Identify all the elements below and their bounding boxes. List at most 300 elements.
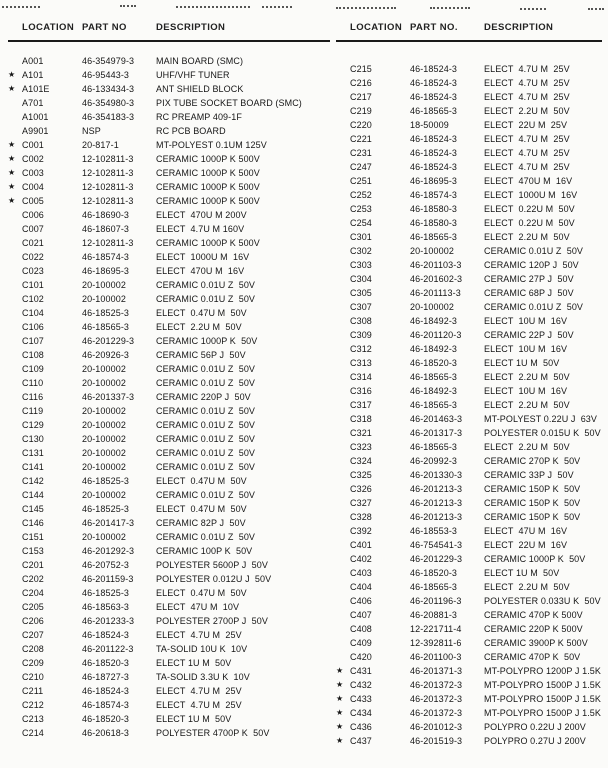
- safety-star-icon: [8, 376, 22, 390]
- row-description: MT-POLYPRO 1200P J 1.5K: [484, 666, 602, 676]
- safety-star-icon: [336, 132, 350, 146]
- table-row: [8, 124, 330, 138]
- row-location: C005: [22, 196, 44, 206]
- row-description: PIX TUBE SOCKET BOARD (SMC): [156, 98, 302, 108]
- row-location: C145: [22, 504, 44, 514]
- safety-star-icon: [336, 538, 350, 552]
- row-part-no: 12-102811-3: [82, 196, 134, 206]
- row-location: C317: [350, 400, 372, 410]
- row-description: POLYESTER 0.015U K 50V: [484, 428, 601, 438]
- row-location: C021: [22, 238, 44, 248]
- table-row: [336, 440, 602, 454]
- row-description: MAIN BOARD (SMC): [156, 56, 244, 66]
- scan-artifact-dashes: [120, 5, 136, 7]
- row-part-no: 18-50009: [410, 120, 449, 130]
- safety-star-icon: [8, 250, 22, 264]
- table-row: [336, 622, 602, 636]
- row-location: C213: [22, 714, 44, 724]
- safety-star-icon: [336, 594, 350, 608]
- safety-star-icon: [336, 566, 350, 580]
- row-part-no: 46-18492-3: [410, 386, 458, 396]
- row-location: C219: [350, 106, 372, 116]
- row-description: CERAMIC 0.01U Z 50V: [156, 532, 256, 542]
- safety-star-icon: [336, 342, 350, 356]
- row-description: CERAMIC 150P K 50V: [484, 512, 581, 522]
- safety-star-icon: [336, 118, 350, 132]
- row-location: C433: [350, 694, 372, 704]
- safety-star-icon: ★: [336, 722, 344, 731]
- row-description: POLYPRO 0.27U J 200V: [484, 736, 586, 746]
- header-description: DESCRIPTION: [156, 22, 226, 33]
- table-header-row: [336, 22, 602, 42]
- row-location: C305: [350, 288, 372, 298]
- safety-star-icon: [336, 496, 350, 510]
- safety-star-icon: [336, 174, 350, 188]
- row-description: CERAMIC 470P K 500V: [484, 610, 583, 620]
- table-row: [336, 510, 602, 524]
- row-part-no: 46-354980-3: [82, 98, 135, 108]
- safety-star-icon: [8, 96, 22, 110]
- row-location: C217: [350, 92, 372, 102]
- table-row: [8, 516, 330, 530]
- row-part-no: 46-18563-3: [82, 602, 130, 612]
- row-location: A701: [22, 98, 44, 108]
- table-row: [336, 76, 602, 90]
- row-description: ELECT 470U M 16V: [156, 266, 245, 276]
- row-description: ELECT 2.2U M 50V: [484, 372, 570, 382]
- row-location: C004: [22, 182, 44, 192]
- table-row: [336, 468, 602, 482]
- row-description: CERAMIC 0.01U Z 50V: [156, 420, 256, 430]
- row-location: C318: [350, 414, 372, 424]
- row-part-no: 20-817-1: [82, 140, 119, 150]
- row-description: ELECT 10U M 16V: [484, 386, 568, 396]
- row-location: C401: [350, 540, 372, 550]
- row-part-no: 46-18565-3: [410, 400, 458, 410]
- table-row: [8, 362, 330, 376]
- table-row: [336, 230, 602, 244]
- row-description: ELECT 470U M 16V: [484, 176, 573, 186]
- safety-star-icon: [8, 530, 22, 544]
- safety-star-icon: [336, 314, 350, 328]
- table-row: [8, 334, 330, 348]
- row-location: C247: [350, 162, 372, 172]
- row-part-no: 12-102811-3: [82, 154, 134, 164]
- header-part-no: PART NO.: [410, 22, 458, 33]
- table-row: [8, 614, 330, 628]
- safety-star-icon: [8, 684, 22, 698]
- row-location: C326: [350, 484, 372, 494]
- row-location: C142: [22, 476, 44, 486]
- table-row: [336, 566, 602, 580]
- row-location: C434: [350, 708, 372, 718]
- table-row: [336, 146, 602, 160]
- row-description: ELECT 1000U M 16V: [156, 252, 250, 262]
- table-row: [8, 236, 330, 250]
- table-row: [8, 180, 330, 194]
- row-location: C210: [22, 672, 44, 682]
- table-row: [8, 404, 330, 418]
- safety-star-icon: [8, 264, 22, 278]
- row-part-no: 20-100002: [82, 434, 126, 444]
- row-description: ELECT 4.7U M 25V: [484, 78, 570, 88]
- row-part-no: 46-18574-3: [82, 700, 130, 710]
- row-description: ELECT 2.2U M 50V: [484, 582, 570, 592]
- row-description: CERAMIC 68P J 50V: [484, 288, 574, 298]
- table-row: [8, 446, 330, 460]
- row-description: ELECT 4.7U M 25V: [484, 162, 570, 172]
- row-description: ELECT 47U M 16V: [484, 526, 568, 536]
- table-row: [336, 258, 602, 272]
- safety-star-icon: [336, 356, 350, 370]
- table-row: [8, 656, 330, 670]
- row-location: C253: [350, 204, 372, 214]
- row-part-no: 46-18524-3: [410, 148, 458, 158]
- table-row: [336, 174, 602, 188]
- row-location: C307: [350, 302, 372, 312]
- row-part-no: 20-100002: [410, 302, 454, 312]
- row-description: ELECT 1U M 50V: [156, 714, 232, 724]
- safety-star-icon: [336, 636, 350, 650]
- row-description: CERAMIC 1000P K 500V: [156, 238, 260, 248]
- table-row: [8, 306, 330, 320]
- row-location: C437: [350, 736, 372, 746]
- row-description: CERAMIC 150P K 50V: [484, 498, 581, 508]
- safety-star-icon: [8, 726, 22, 740]
- safety-star-icon: [336, 258, 350, 272]
- row-part-no: 46-201113-3: [410, 288, 461, 298]
- table-row: [8, 82, 330, 96]
- table-row: [336, 342, 602, 356]
- row-description: CERAMIC 1000P K 500V: [156, 168, 260, 178]
- safety-star-icon: [8, 348, 22, 362]
- row-location: C101: [22, 280, 44, 290]
- row-location: C324: [350, 456, 372, 466]
- row-location: C130: [22, 434, 44, 444]
- safety-star-icon: [336, 188, 350, 202]
- row-description: CERAMIC 0.01U Z 50V: [156, 448, 256, 458]
- row-part-no: 20-100002: [82, 490, 126, 500]
- table-row: [336, 734, 602, 748]
- row-part-no: 46-201213-3: [410, 498, 463, 508]
- safety-star-icon: [8, 320, 22, 334]
- row-description: MT-POLYPRO 1500P J 1.5K: [484, 680, 602, 690]
- row-part-no: 46-201330-3: [410, 470, 463, 480]
- safety-star-icon: [336, 482, 350, 496]
- scan-artifact-dashes: [588, 8, 604, 10]
- safety-star-icon: [8, 54, 22, 68]
- row-part-no: 20-100002: [82, 448, 126, 458]
- row-location: C308: [350, 316, 372, 326]
- row-description: CERAMIC 82P J 50V: [156, 518, 246, 528]
- row-description: ELECT 4.7U M 25V: [156, 630, 242, 640]
- table-row: [8, 376, 330, 390]
- row-description: CERAMIC 220P K 500V: [484, 624, 583, 634]
- table-row: [8, 586, 330, 600]
- safety-star-icon: [8, 446, 22, 460]
- row-part-no: 46-201012-3: [410, 722, 463, 732]
- safety-star-icon: [336, 454, 350, 468]
- safety-star-icon: [336, 90, 350, 104]
- row-description: ELECT 2.2U M 50V: [156, 322, 242, 332]
- safety-star-icon: [8, 670, 22, 684]
- row-description: ELECT 2.2U M 50V: [484, 232, 570, 242]
- header-part-no: PART NO: [82, 22, 127, 33]
- safety-star-icon: [8, 432, 22, 446]
- row-description: POLYESTER 0.033U K 50V: [484, 596, 601, 606]
- table-row: [336, 692, 602, 706]
- safety-star-icon: [8, 390, 22, 404]
- row-location: C436: [350, 722, 372, 732]
- row-description: CERAMIC 0.01U Z 50V: [156, 490, 256, 500]
- table-row: [336, 244, 602, 258]
- row-part-no: 20-100002: [82, 378, 126, 388]
- safety-star-icon: [336, 216, 350, 230]
- safety-star-icon: [8, 614, 22, 628]
- row-part-no: 46-201371-3: [410, 666, 463, 676]
- table-row: [336, 706, 602, 720]
- row-location: C151: [22, 532, 44, 542]
- table-row: [336, 664, 602, 678]
- row-description: CERAMIC 27P J 50V: [484, 274, 574, 284]
- row-part-no: 46-18524-3: [82, 686, 130, 696]
- parts-table-left: [8, 22, 330, 740]
- row-location: C215: [350, 64, 372, 74]
- table-row: [336, 538, 602, 552]
- row-description: CERAMIC 0.01U Z 50V: [156, 434, 256, 444]
- row-description: ELECT 470U M 200V: [156, 210, 247, 220]
- row-part-no: 46-18520-3: [410, 358, 458, 368]
- row-part-no: NSP: [82, 126, 101, 136]
- row-description: TA-SOLID 10U K 10V: [156, 644, 248, 654]
- row-description: ELECT 4.7U M 25V: [484, 148, 570, 158]
- row-location: C107: [22, 336, 44, 346]
- row-location: C309: [350, 330, 372, 340]
- safety-star-icon: [336, 272, 350, 286]
- row-description: ELECT 2.2U M 50V: [484, 442, 570, 452]
- row-part-no: 46-201213-3: [410, 512, 463, 522]
- safety-star-icon: ★: [8, 182, 16, 191]
- table-row: [8, 138, 330, 152]
- row-part-no: 46-201103-3: [410, 260, 462, 270]
- row-description: ELECT 4.7U M 25V: [484, 134, 570, 144]
- row-part-no: 12-221711-4: [410, 624, 462, 634]
- table-row: [336, 594, 602, 608]
- row-location: C402: [350, 554, 372, 564]
- row-location: C109: [22, 364, 44, 374]
- row-part-no: 46-18727-3: [82, 672, 130, 682]
- safety-star-icon: [336, 384, 350, 398]
- table-row: [336, 62, 602, 76]
- row-part-no: 46-18525-3: [82, 504, 130, 514]
- safety-star-icon: [336, 580, 350, 594]
- row-location: C302: [350, 246, 372, 256]
- table-row: [336, 314, 602, 328]
- row-location: C327: [350, 498, 372, 508]
- row-location: C432: [350, 680, 372, 690]
- row-part-no: 20-100002: [82, 280, 126, 290]
- row-location: C407: [350, 610, 372, 620]
- table-row: [8, 250, 330, 264]
- safety-star-icon: [336, 622, 350, 636]
- row-location: C001: [22, 140, 44, 150]
- safety-star-icon: [8, 334, 22, 348]
- header-description: DESCRIPTION: [484, 22, 554, 33]
- row-description: CERAMIC 22P J 50V: [484, 330, 574, 340]
- row-location: C254: [350, 218, 372, 228]
- safety-star-icon: [8, 572, 22, 586]
- row-location: C205: [22, 602, 44, 612]
- row-part-no: 46-18565-3: [82, 322, 130, 332]
- row-location: C002: [22, 154, 44, 164]
- row-description: CERAMIC 100P K 50V: [156, 546, 253, 556]
- row-location: C022: [22, 252, 44, 262]
- row-part-no: 46-18565-3: [410, 372, 458, 382]
- row-location: C216: [350, 78, 372, 88]
- table-row: [8, 502, 330, 516]
- parts-table-right: [336, 22, 602, 748]
- table-row: [8, 670, 330, 684]
- row-location: C221: [350, 134, 372, 144]
- row-location: C153: [22, 546, 44, 556]
- safety-star-icon: [8, 516, 22, 530]
- table-row: [8, 544, 330, 558]
- row-description: CERAMIC 0.01U Z 50V: [156, 280, 256, 290]
- row-part-no: 46-18580-3: [410, 218, 458, 228]
- row-part-no: 20-100002: [82, 532, 126, 542]
- row-part-no: 46-18524-3: [410, 64, 458, 74]
- row-description: ELECT 1U M 50V: [484, 568, 560, 578]
- safety-star-icon: [8, 712, 22, 726]
- row-description: ELECT 1U M 50V: [156, 658, 232, 668]
- row-description: ELECT 4.7U M 25V: [156, 700, 242, 710]
- row-location: C102: [22, 294, 44, 304]
- scan-artifact-dashes: [336, 7, 396, 9]
- row-location: C314: [350, 372, 372, 382]
- row-part-no: 46-201229-3: [82, 336, 135, 346]
- safety-star-icon: [8, 502, 22, 516]
- row-location: C108: [22, 350, 44, 360]
- table-row: [336, 300, 602, 314]
- row-part-no: 46-201337-3: [82, 392, 135, 402]
- row-location: C208: [22, 644, 44, 654]
- table-row: [336, 608, 602, 622]
- row-part-no: 20-100002: [82, 420, 126, 430]
- row-part-no: 46-18492-3: [410, 344, 458, 354]
- table-row: [8, 628, 330, 642]
- row-description: CERAMIC 0.01U Z 50V: [484, 246, 584, 256]
- safety-star-icon: [8, 698, 22, 712]
- table-row: [8, 264, 330, 278]
- row-location: C231: [350, 148, 372, 158]
- row-description: POLYPRO 0.22U J 200V: [484, 722, 586, 732]
- row-part-no: 46-18524-3: [410, 92, 458, 102]
- table-row: [8, 110, 330, 124]
- row-description: POLYESTER 0.012U J 50V: [156, 574, 272, 584]
- row-location: C251: [350, 176, 372, 186]
- row-description: CERAMIC 33P J 50V: [484, 470, 574, 480]
- table-row: [8, 642, 330, 656]
- row-part-no: 46-18690-3: [82, 210, 130, 220]
- table-row: [336, 90, 602, 104]
- row-part-no: 12-102811-3: [82, 168, 134, 178]
- row-part-no: 46-18574-3: [410, 190, 458, 200]
- row-part-no: 12-392811-6: [410, 638, 462, 648]
- safety-star-icon: [8, 306, 22, 320]
- safety-star-icon: [336, 468, 350, 482]
- safety-star-icon: [8, 110, 22, 124]
- row-part-no: 12-102811-3: [82, 182, 134, 192]
- safety-star-icon: [336, 412, 350, 426]
- table-row: [8, 194, 330, 208]
- safety-star-icon: ★: [8, 196, 16, 205]
- row-description: ELECT 4.7U M 160V: [156, 224, 245, 234]
- table-row: [336, 370, 602, 384]
- row-description: ELECT 47U M 10V: [156, 602, 240, 612]
- row-part-no: 46-18565-3: [410, 232, 458, 242]
- row-description: ELECT 1U M 50V: [484, 358, 560, 368]
- row-location: A1001: [22, 112, 49, 122]
- row-location: C206: [22, 616, 44, 626]
- row-part-no: 46-754541-3: [410, 540, 463, 550]
- safety-star-icon: ★: [336, 694, 344, 703]
- safety-star-icon: [8, 544, 22, 558]
- row-part-no: 46-18565-3: [410, 442, 458, 452]
- row-location: C146: [22, 518, 44, 528]
- safety-star-icon: [336, 300, 350, 314]
- row-description: ELECT 0.47U M 50V: [156, 308, 247, 318]
- row-description: ELECT 4.7U M 25V: [484, 92, 570, 102]
- safety-star-icon: ★: [8, 154, 16, 163]
- row-location: C007: [22, 224, 44, 234]
- table-row: [8, 96, 330, 110]
- row-location: C404: [350, 582, 372, 592]
- safety-star-icon: [8, 656, 22, 670]
- safety-star-icon: [336, 426, 350, 440]
- table-row: [336, 580, 602, 594]
- safety-star-icon: [8, 418, 22, 432]
- row-description: CERAMIC 470P K 50V: [484, 652, 581, 662]
- table-row: [336, 384, 602, 398]
- table-row: [336, 328, 602, 342]
- table-row: [8, 278, 330, 292]
- row-part-no: 46-201122-3: [82, 644, 134, 654]
- row-part-no: 46-20752-3: [82, 560, 130, 570]
- safety-star-icon: [8, 600, 22, 614]
- row-description: RC PCB BOARD: [156, 126, 226, 136]
- row-description: CERAMIC 1000P K 50V: [156, 336, 258, 346]
- row-location: C392: [350, 526, 372, 536]
- row-location: C252: [350, 190, 372, 200]
- table-row: [336, 426, 602, 440]
- row-location: C409: [350, 638, 372, 648]
- row-description: ELECT 0.47U M 50V: [156, 588, 247, 598]
- table-row: [8, 726, 330, 740]
- table-row: [8, 68, 330, 82]
- row-location: C321: [350, 428, 372, 438]
- row-part-no: 46-201372-3: [410, 680, 463, 690]
- safety-star-icon: [336, 160, 350, 174]
- row-part-no: 46-18607-3: [82, 224, 130, 234]
- row-part-no: 46-18574-3: [82, 252, 130, 262]
- safety-star-icon: [8, 278, 22, 292]
- table-row: [8, 432, 330, 446]
- table-row: [8, 54, 330, 68]
- row-description: CERAMIC 0.01U Z 50V: [156, 462, 256, 472]
- table-row: [8, 558, 330, 572]
- row-location: C207: [22, 630, 44, 640]
- table-header-row: [8, 22, 330, 42]
